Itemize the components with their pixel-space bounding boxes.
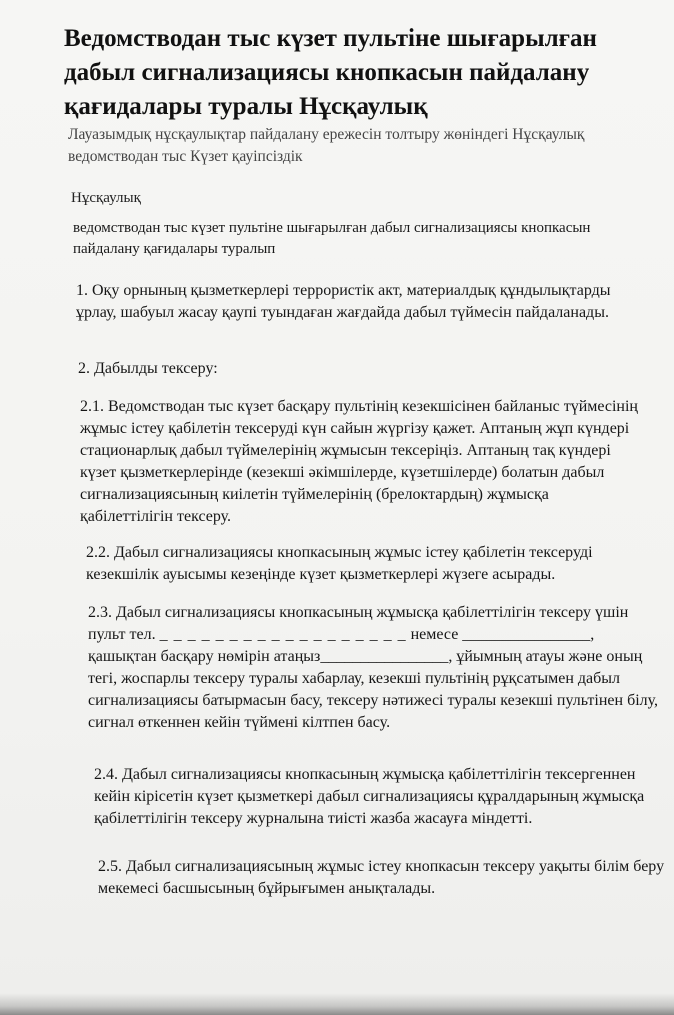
remote-number-blank: ________________	[320, 648, 449, 665]
phone-blank: _ _ _ _ _ _ _ _ _ _ _ _ _ _ _ _ _ _	[159, 626, 407, 643]
paragraph-1: 1. Оқу орнының қызметкерлері террористік акт, материалдық құндылықтарды ұрлау, шабуыл жасау қаупі туындаған жағдайда дабыл түймесін пайдаланады.	[76, 282, 611, 321]
alt-phone-blank: ________________,	[462, 626, 595, 643]
paragraph-2-3-part-a: 2.3. Дабыл сигнализациясы кнопкасының жұмысқа қабілеттілігін тексеру үшін пульт тел.	[88, 604, 629, 643]
section-label: Нұсқаулық	[71, 190, 141, 206]
paragraph-2-3-part-c: қашықтан басқару нөмірін атаңыз	[88, 648, 321, 665]
page-bottom-edge	[0, 993, 674, 1015]
document-title: Ведомстводан тыс күзет пультіне шығарылған дабыл сигнализациясы кнопкасын пайдалану қағидалары туралы Нұсқаулық	[64, 25, 597, 120]
paragraph-2-3-part-b: немесе	[410, 626, 459, 643]
paragraph-2-3-part-d: , ұйымның атауы және оның тегі, жоспарлы тексеру туралы хабарлау, кезекші пультінің рұқсатымен дабыл сигнализациясы батырмасын басу, тексеру нәтижесі туралы кезекші пультінен білу, сигнал өткеннен кейін түймені кілтпен басу.	[88, 648, 659, 731]
intro-text: ведомстводан тыс күзет пультіне шығарылған дабыл сигнализациясы кнопкасын пайдалану қағидалары туралып	[73, 220, 591, 257]
paragraph-2-1: 2.1. Ведомстводан тыс күзет басқару пультінің кезекшісінен байланыс түймесінің жұмыс істеу қабілетін тексеруді күн сайын жүргізу қажет. Аптаның жұп күндері стационарлық дабыл түймелерінің жұмысын тексеріңіз. Аптаның тақ күндері күзет қызметкерлерінде (кезекші әкімшілерде, күзетшілерде) болатын дабыл сигнализациясының киілетін түймелерінің (брелоктардың) жұмысқа қабілеттілігін тексеру.	[80, 398, 638, 525]
paragraph-2: 2. Дабылды тексеру:	[78, 360, 218, 377]
paragraph-2-3	[88, 602, 664, 734]
paragraph-2-2: 2.2. Дабыл сигнализациясы кнопкасының жұмыс істеу қабілетін тексеруді кезекшілік ауысымы кезеңінде күзет қызметкерлері жүзеге асырады.	[86, 544, 593, 583]
document-subtitle: Лауазымдық нұсқаулықтар пайдалану ережесін толтыру жөніндегі Нұсқаулық ведомстводан тыс Күзет қауіпсіздік	[68, 126, 585, 165]
paragraph-2-5: 2.5. Дабыл сигнализациясының жұмыс істеу кнопкасын тексеру уақыты білім беру мекемесі басшысының бұйрығымен анықталады.	[98, 858, 665, 897]
paragraph-2-4: 2.4. Дабыл сигнализациясы кнопкасының жұмысқа қабілеттілігін тексергеннен кейін кірісетін күзет қызметкері дабыл сигнализациясы құралдарының жұмысқа қабілеттілігін тексеру журналына тиісті жазба жасауға міндетті.	[94, 766, 645, 827]
